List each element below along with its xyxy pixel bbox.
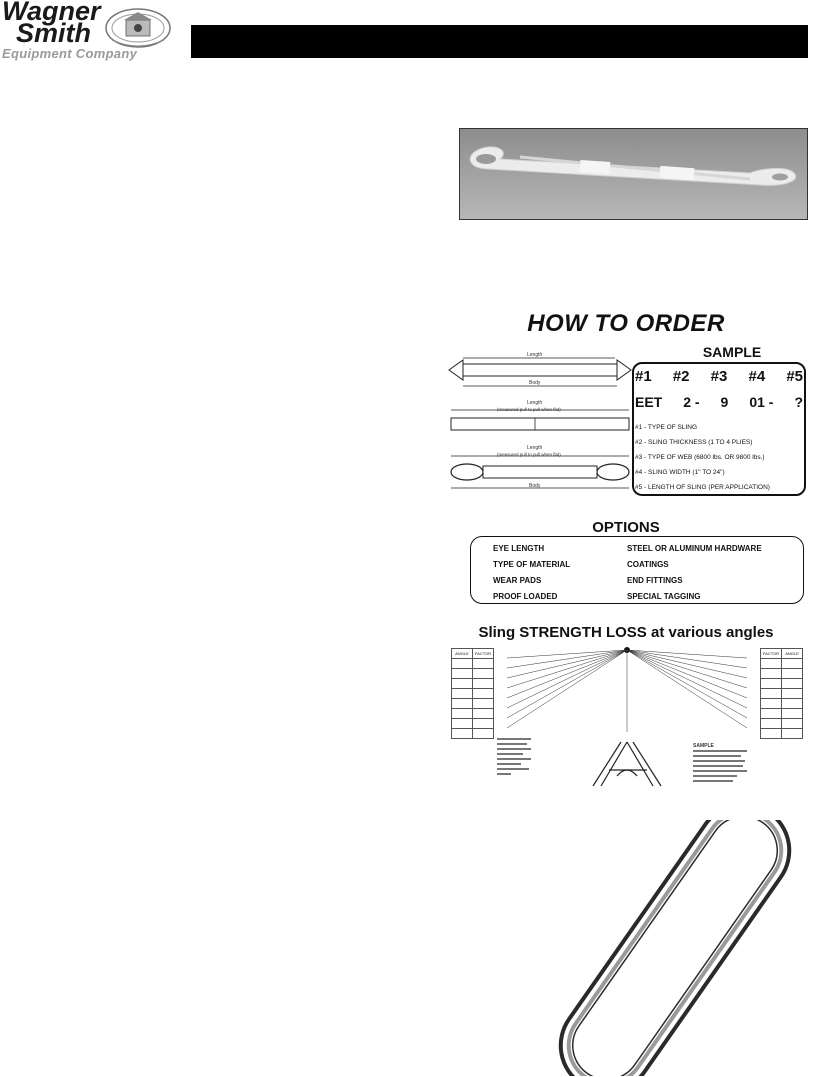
option-right: SPECIAL TAGGING — [627, 592, 701, 601]
how-to-order-panel — [437, 300, 815, 798]
strength-sample-label: SAMPLE — [693, 743, 714, 749]
sample-code-part: 9 — [720, 394, 729, 410]
diagram-length-label-2: Length — [527, 400, 543, 406]
diagram-body-label-2: Body — [529, 483, 541, 489]
logo-line-3: Equipment Company — [2, 46, 138, 61]
sling-photo — [459, 128, 808, 220]
sample-number: #3 — [710, 368, 728, 385]
diagram-body-label-1: Body — [529, 380, 541, 386]
sample-code-part: 2 - — [683, 394, 700, 410]
logo-line-2: Smith — [16, 18, 92, 48]
option-left: TYPE OF MATERIAL — [493, 560, 571, 569]
angle-factor-table-left — [451, 648, 494, 739]
sample-code — [635, 394, 803, 410]
sample-number: #5 — [786, 368, 803, 385]
sample-legend-line: #3 - TYPE OF WEB (6800 lbs. OR 9800 lbs.) — [635, 454, 765, 461]
sample-code-part: 01 - — [749, 394, 774, 410]
sample-legend-line: #4 - SLING WIDTH (1" TO 24") — [635, 469, 725, 476]
sample-legend-line: #1 - TYPE OF SLING — [635, 424, 698, 431]
company-logo — [2, 0, 192, 66]
diagram-length-label-3: Length — [527, 445, 543, 451]
angle-factor-table-right — [760, 648, 803, 739]
logo-seal-icon — [104, 4, 172, 48]
how-to-order-title: HOW TO ORDER — [527, 310, 725, 337]
angle-fan-diagram-icon — [497, 646, 757, 794]
logo-line-1: Wagner — [2, 0, 101, 26]
sling-photo-icon — [460, 129, 808, 220]
sample-legend — [635, 420, 807, 495]
diagram-length-label-1: Length — [527, 352, 543, 358]
option-right: COATINGS — [627, 560, 669, 569]
table-header: ANGLE — [782, 649, 803, 659]
sample-number: #1 — [635, 368, 652, 385]
option-left: EYE LENGTH — [493, 544, 545, 553]
header-bar — [191, 25, 808, 58]
sample-title: SAMPLE — [702, 344, 762, 360]
table-header: FACTOR — [761, 649, 782, 659]
endless-sling-icon — [538, 820, 813, 1076]
option-left: PROOF LOADED — [493, 592, 558, 601]
option-right: END FITTINGS — [627, 576, 683, 585]
option-left: WEAR PADS — [493, 576, 542, 585]
sample-number: #2 — [672, 368, 690, 385]
sample-legend-line: #2 - SLING THICKNESS (1 TO 4 PLIES) — [635, 439, 753, 446]
diagram-measured-label-1: (measured pull to pull when flat) — [497, 407, 561, 412]
sample-code-part: EET — [635, 394, 663, 410]
sample-legend-line: #5 - LENGTH OF SLING (PER APPLICATION) — [635, 484, 770, 491]
sample-numbers — [635, 368, 803, 385]
sample-number: #4 — [748, 368, 766, 385]
table-header: FACTOR — [473, 649, 494, 659]
sample-code-part: ? — [794, 394, 803, 410]
strength-loss-title: Sling STRENGTH LOSS at various angles — [478, 624, 774, 641]
options-title: OPTIONS — [592, 519, 660, 536]
diagram-measured-label-2: (measured pull to pull when flat) — [497, 452, 561, 457]
table-header: ANGLE — [452, 649, 473, 659]
option-right: STEEL OR ALUMINUM HARDWARE — [627, 544, 762, 553]
